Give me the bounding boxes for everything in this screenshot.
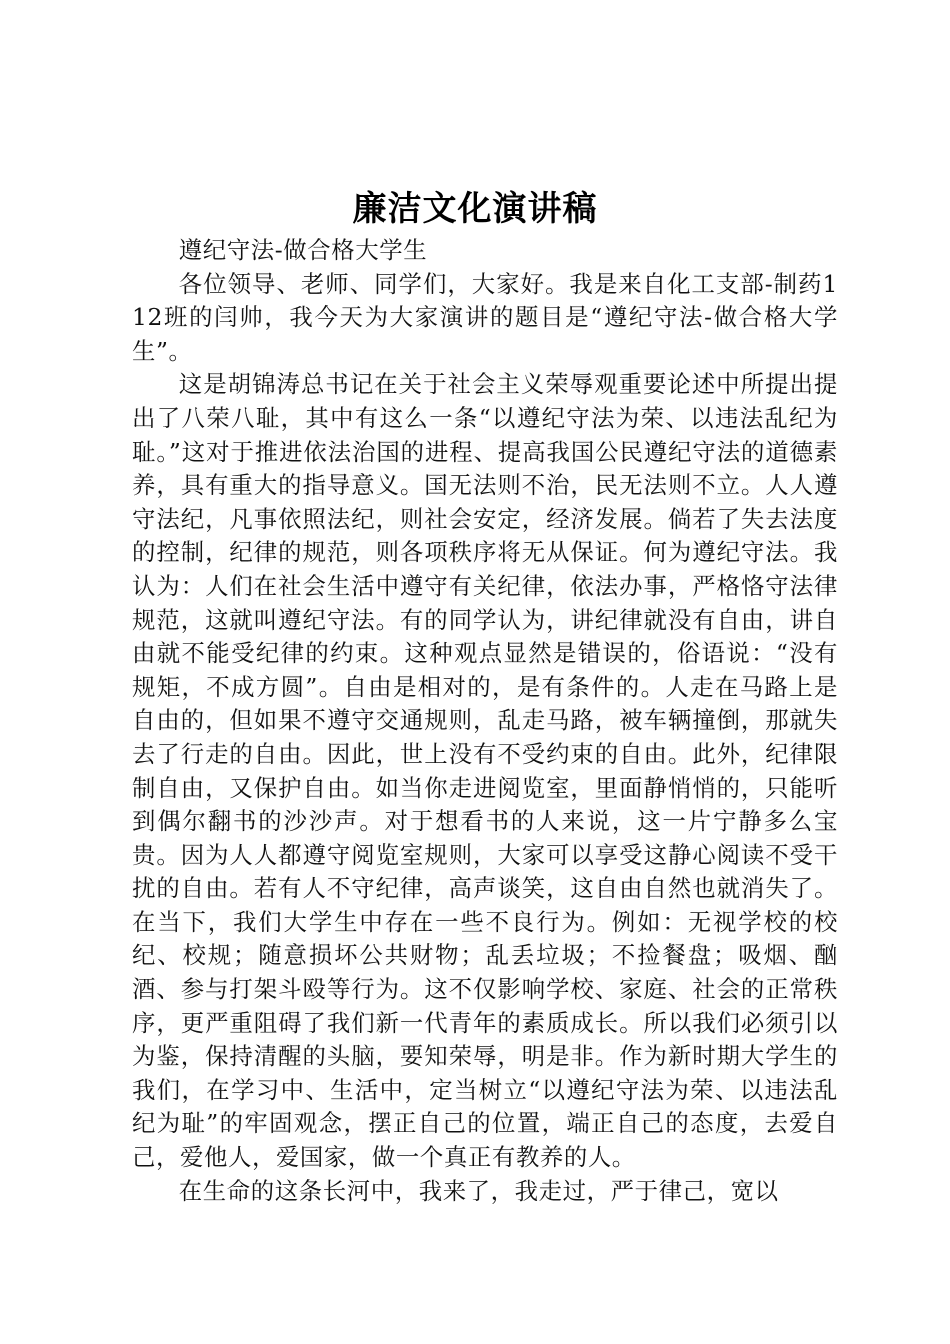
document-title: 廉洁文化演讲稿 bbox=[352, 189, 598, 229]
subtitle-paragraph: 遵纪守法-做合格大学生 bbox=[178, 236, 428, 264]
greeting-paragraph: 各位领导、老师、同学们，大家好。我是来自化工支部-制药112班的闫帅，我今天为大家演讲的题目是“遵纪守法-做合格大学生”。 bbox=[132, 269, 838, 365]
main-paragraph: 这是胡锦涛总书记在关于社会主义荣辱观重要论述中所提出提出了八荣八耻，其中有这么一条“以遵纪守法为荣、以违法乱纪为耻。”这对于推进依法治国的进程、提高我国公民遵纪守法的道德素养，具有重大的指导意义。国无法则不治，民无法则不立。人人遵守法纪，凡事依照法纪，则社会安定，经济发展。倘若了失去法度的控制，纪律的规范，则各项秩序将无从保证。何为遵纪守法。我认为：人们在社会生活中遵守有关纪律，依法办事，严格恪守法律规范，这就叫遵纪守法。有的同学认为，讲纪律就没有自由，讲自由就不能受纪律的约束。这种观点显然是错误的，俗语说：“没有规矩，不成方圆”。自由是相对的，是有条件的。人走在马路上是自由的，但如果不遵守交通规则，乱走马路，被车辆撞倒，那就失去了行走的自由。因此，世上没有不受约束的自由。此外，纪律限制自由，又保护自由。如当你走进阅览室，里面静悄悄的，只能听到偶尔翻书的沙沙声。对于想看书的人来说，这一片宁静多么宝贵。因为人人都遵守阅览室规则，大家可以享受这静心阅读不受干扰的自由。若有人不守纪律，高声谈笑，这自由自然也就消失了。在当下，我们大学生中存在一些不良行为。例如：无视学校的校纪、校规；随意损坏公共财物；乱丢垃圾；不捡餐盘；吸烟、酗酒、参与打架斗殴等行为。这不仅影响学校、家庭、社会的正常秩序，更严重阻碍了我们新一代青年的素质成长。所以我们必须引以为鉴，保持清醒的头脑，要知荣辱，明是非。作为新时期大学生的我们，在学习中、生活中，定当树立“以遵纪守法为荣、以违法乱纪为耻”的牢固观念，摆正自己的位置，端正自己的态度，去爱自己，爱他人，爱国家，做一个真正有教养的人。 bbox=[132, 370, 838, 1172]
closing-paragraph: 在生命的这条长河中，我来了，我走过，严于律己，宽以 bbox=[178, 1176, 779, 1205]
document-body bbox=[132, 234, 838, 1208]
